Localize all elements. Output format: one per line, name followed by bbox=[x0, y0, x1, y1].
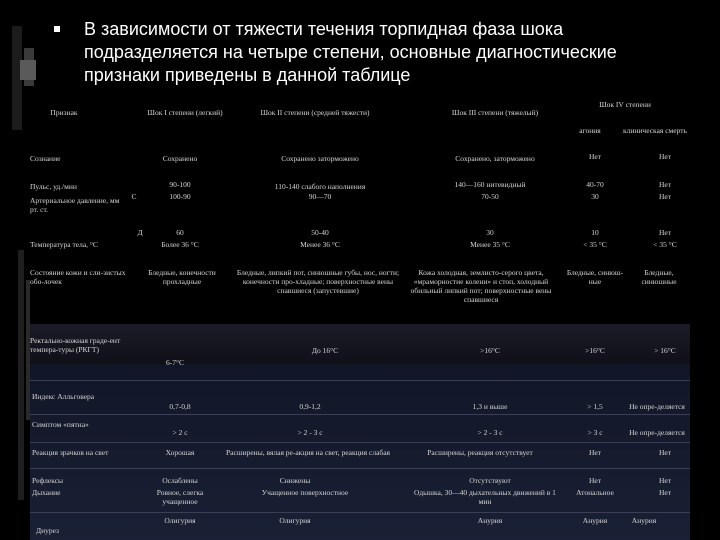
table-cell: > 2 с bbox=[172, 428, 188, 437]
table-cell: > 2 - 3 с bbox=[297, 428, 323, 437]
table-cell: 40-70 bbox=[586, 180, 604, 189]
table-cell: 50-40 bbox=[311, 228, 329, 237]
row-label: Диурез bbox=[36, 526, 60, 535]
table-cell: Менее 35 °С bbox=[470, 240, 510, 249]
table-cell: > 16°С bbox=[654, 346, 676, 355]
slide-heading bbox=[64, 18, 684, 87]
table-cell: < 35 °С bbox=[583, 240, 607, 249]
table-cell: Ровное, слегка учащенное bbox=[156, 488, 204, 506]
table-cell: < 35 °С bbox=[653, 240, 677, 249]
row-divider bbox=[30, 442, 690, 443]
row-label: Индекс Алльговера bbox=[32, 392, 95, 401]
table-cell: 90—70 bbox=[308, 192, 332, 201]
table-cell: Нет bbox=[658, 488, 672, 497]
table-cell: >16°С bbox=[480, 346, 500, 355]
table-cell: > 3 с bbox=[587, 428, 603, 437]
systolic-label: С bbox=[131, 192, 137, 201]
table-cell: Сохранено заторможено bbox=[281, 154, 359, 163]
table-cell: Менее 36 °С bbox=[300, 240, 340, 249]
row-label: Дыхание bbox=[32, 488, 61, 497]
table-cell: Нет bbox=[658, 228, 672, 237]
row-label: Симптом «пятна» bbox=[32, 420, 89, 429]
header-sign: Признак bbox=[50, 108, 78, 117]
table-cell: 90-100 bbox=[169, 180, 191, 189]
table-cell: 30 bbox=[591, 192, 599, 201]
table-cell: Нет bbox=[658, 152, 672, 161]
table-cell: Не опре-деляется bbox=[629, 428, 685, 437]
row-divider bbox=[30, 414, 690, 415]
table-cell: Нет bbox=[658, 448, 672, 457]
row-label: Артериальное давление, мм рт. ст. bbox=[30, 196, 120, 214]
table-cell: 70-50 bbox=[481, 192, 499, 201]
row-label: Пульс, уд./мин bbox=[30, 182, 77, 191]
table-cell: 60 bbox=[176, 228, 184, 237]
table-cell: Нет bbox=[658, 476, 672, 485]
shock-degree-table bbox=[30, 92, 690, 540]
table-cell: Олигурия bbox=[279, 516, 311, 525]
table-cell: Снижены bbox=[279, 476, 311, 485]
header-degree-1: Шок I степени (легкий) bbox=[147, 108, 223, 117]
header-degree-2: Шок II степени (средней тяжести) bbox=[260, 108, 370, 117]
table-cell: 140—160 нитевидный bbox=[454, 180, 526, 189]
table-cell: Более 36 °С bbox=[161, 240, 199, 249]
table-cell: Анурия bbox=[477, 516, 503, 525]
table-cell: > 2 - 3 с bbox=[477, 428, 503, 437]
decorative-bar bbox=[18, 250, 24, 500]
row-divider bbox=[30, 468, 690, 469]
table-cell: Бледные, конечности прохладные bbox=[148, 268, 216, 286]
diastolic-label: Д bbox=[137, 228, 143, 237]
table-cell: 0,9-1,2 bbox=[299, 402, 321, 411]
table-cell: Сохранено bbox=[162, 154, 198, 163]
table-cell: Атональное bbox=[576, 488, 614, 497]
row-label: Температура тела, °С bbox=[30, 240, 98, 249]
table-cell: Отсутствуют bbox=[469, 476, 511, 485]
row-label: Сознание bbox=[30, 154, 61, 163]
table-cell: Ослаблены bbox=[162, 476, 198, 485]
heading-text: В зависимости от тяжести течения торпидная фаза шока подразделяется на четыре степени, основные диагностические признаки приведены в данной таблице bbox=[84, 19, 617, 85]
table-cell: Анурия bbox=[631, 516, 657, 525]
table-cell: Расширены, вялая ре-акция на свет, реакция слабая bbox=[225, 448, 390, 457]
table-cell: 110-140 слабого наполнения bbox=[274, 182, 366, 191]
header-agony: агония bbox=[579, 126, 601, 135]
table-cell: Сохранено, заторможено bbox=[455, 154, 535, 163]
table-cell: 10 bbox=[591, 228, 599, 237]
row-label: Реакция зрачков на свет bbox=[32, 448, 109, 457]
table-cell: Олигурия bbox=[164, 516, 196, 525]
table-cell: 1,3 и выше bbox=[472, 402, 508, 411]
table-cell: Нет bbox=[588, 448, 602, 457]
header-degree-3: Шок III степени (тяжелый) bbox=[451, 108, 539, 117]
header-clinical-death: клиническая смерть bbox=[623, 126, 687, 135]
table-cell: Нет bbox=[658, 180, 672, 189]
row-divider bbox=[30, 512, 690, 513]
row-label: Рефлексы bbox=[32, 476, 64, 485]
table-cell: 100-90 bbox=[169, 192, 191, 201]
table-cell: До 16°С bbox=[311, 346, 339, 355]
table-cell: Расширены, реакция отсутствует bbox=[427, 448, 533, 457]
table-cell: Бледные, синюшные bbox=[641, 268, 677, 286]
table-cell: 0,7-0,8 bbox=[169, 402, 191, 411]
table-cell: Нет bbox=[588, 476, 602, 485]
row-label: Ректально-кожная граде-ент темпера-туры (РКГТ) bbox=[30, 336, 121, 354]
table-cell: Одышка, 30—40 дыхательных движений в 1 мин bbox=[414, 488, 556, 506]
table-cell: Бледные, синюш-ные bbox=[566, 268, 624, 286]
table-cell: Анурия bbox=[582, 516, 608, 525]
header-degree-4: Шок IV степени bbox=[599, 100, 651, 109]
table-cell: Нет bbox=[588, 152, 602, 161]
table-cell: Хорошая bbox=[165, 448, 195, 457]
table-cell: Бледные, липкий пот, синюшные губы, нос, ногти; конечности про-хладные; поверхностные вены спавшиеся (запустевшие) bbox=[236, 268, 400, 295]
table-cell: > 1,5 bbox=[587, 402, 603, 411]
table-cell: 30 bbox=[486, 228, 494, 237]
table-cell: Не опре-деляется bbox=[629, 402, 685, 411]
table-cell: >16°С bbox=[585, 346, 605, 355]
decorative-bar bbox=[20, 60, 36, 80]
table-cell: Нет bbox=[658, 192, 672, 201]
table-cell: Учащенное поверхностное bbox=[261, 488, 349, 497]
bullet-icon bbox=[54, 26, 60, 32]
row-divider bbox=[30, 380, 690, 381]
table-cell: 6-7°С bbox=[166, 358, 184, 367]
table-cell: Кожа холодная, землисто-серого цвета, «мраморностие колени» и стоп, холодный обильный липкий пот; поверхностные вены спавшиеся bbox=[410, 268, 552, 304]
row-label: Состояние кожи и сли-зистых обо-лочек bbox=[30, 268, 126, 286]
